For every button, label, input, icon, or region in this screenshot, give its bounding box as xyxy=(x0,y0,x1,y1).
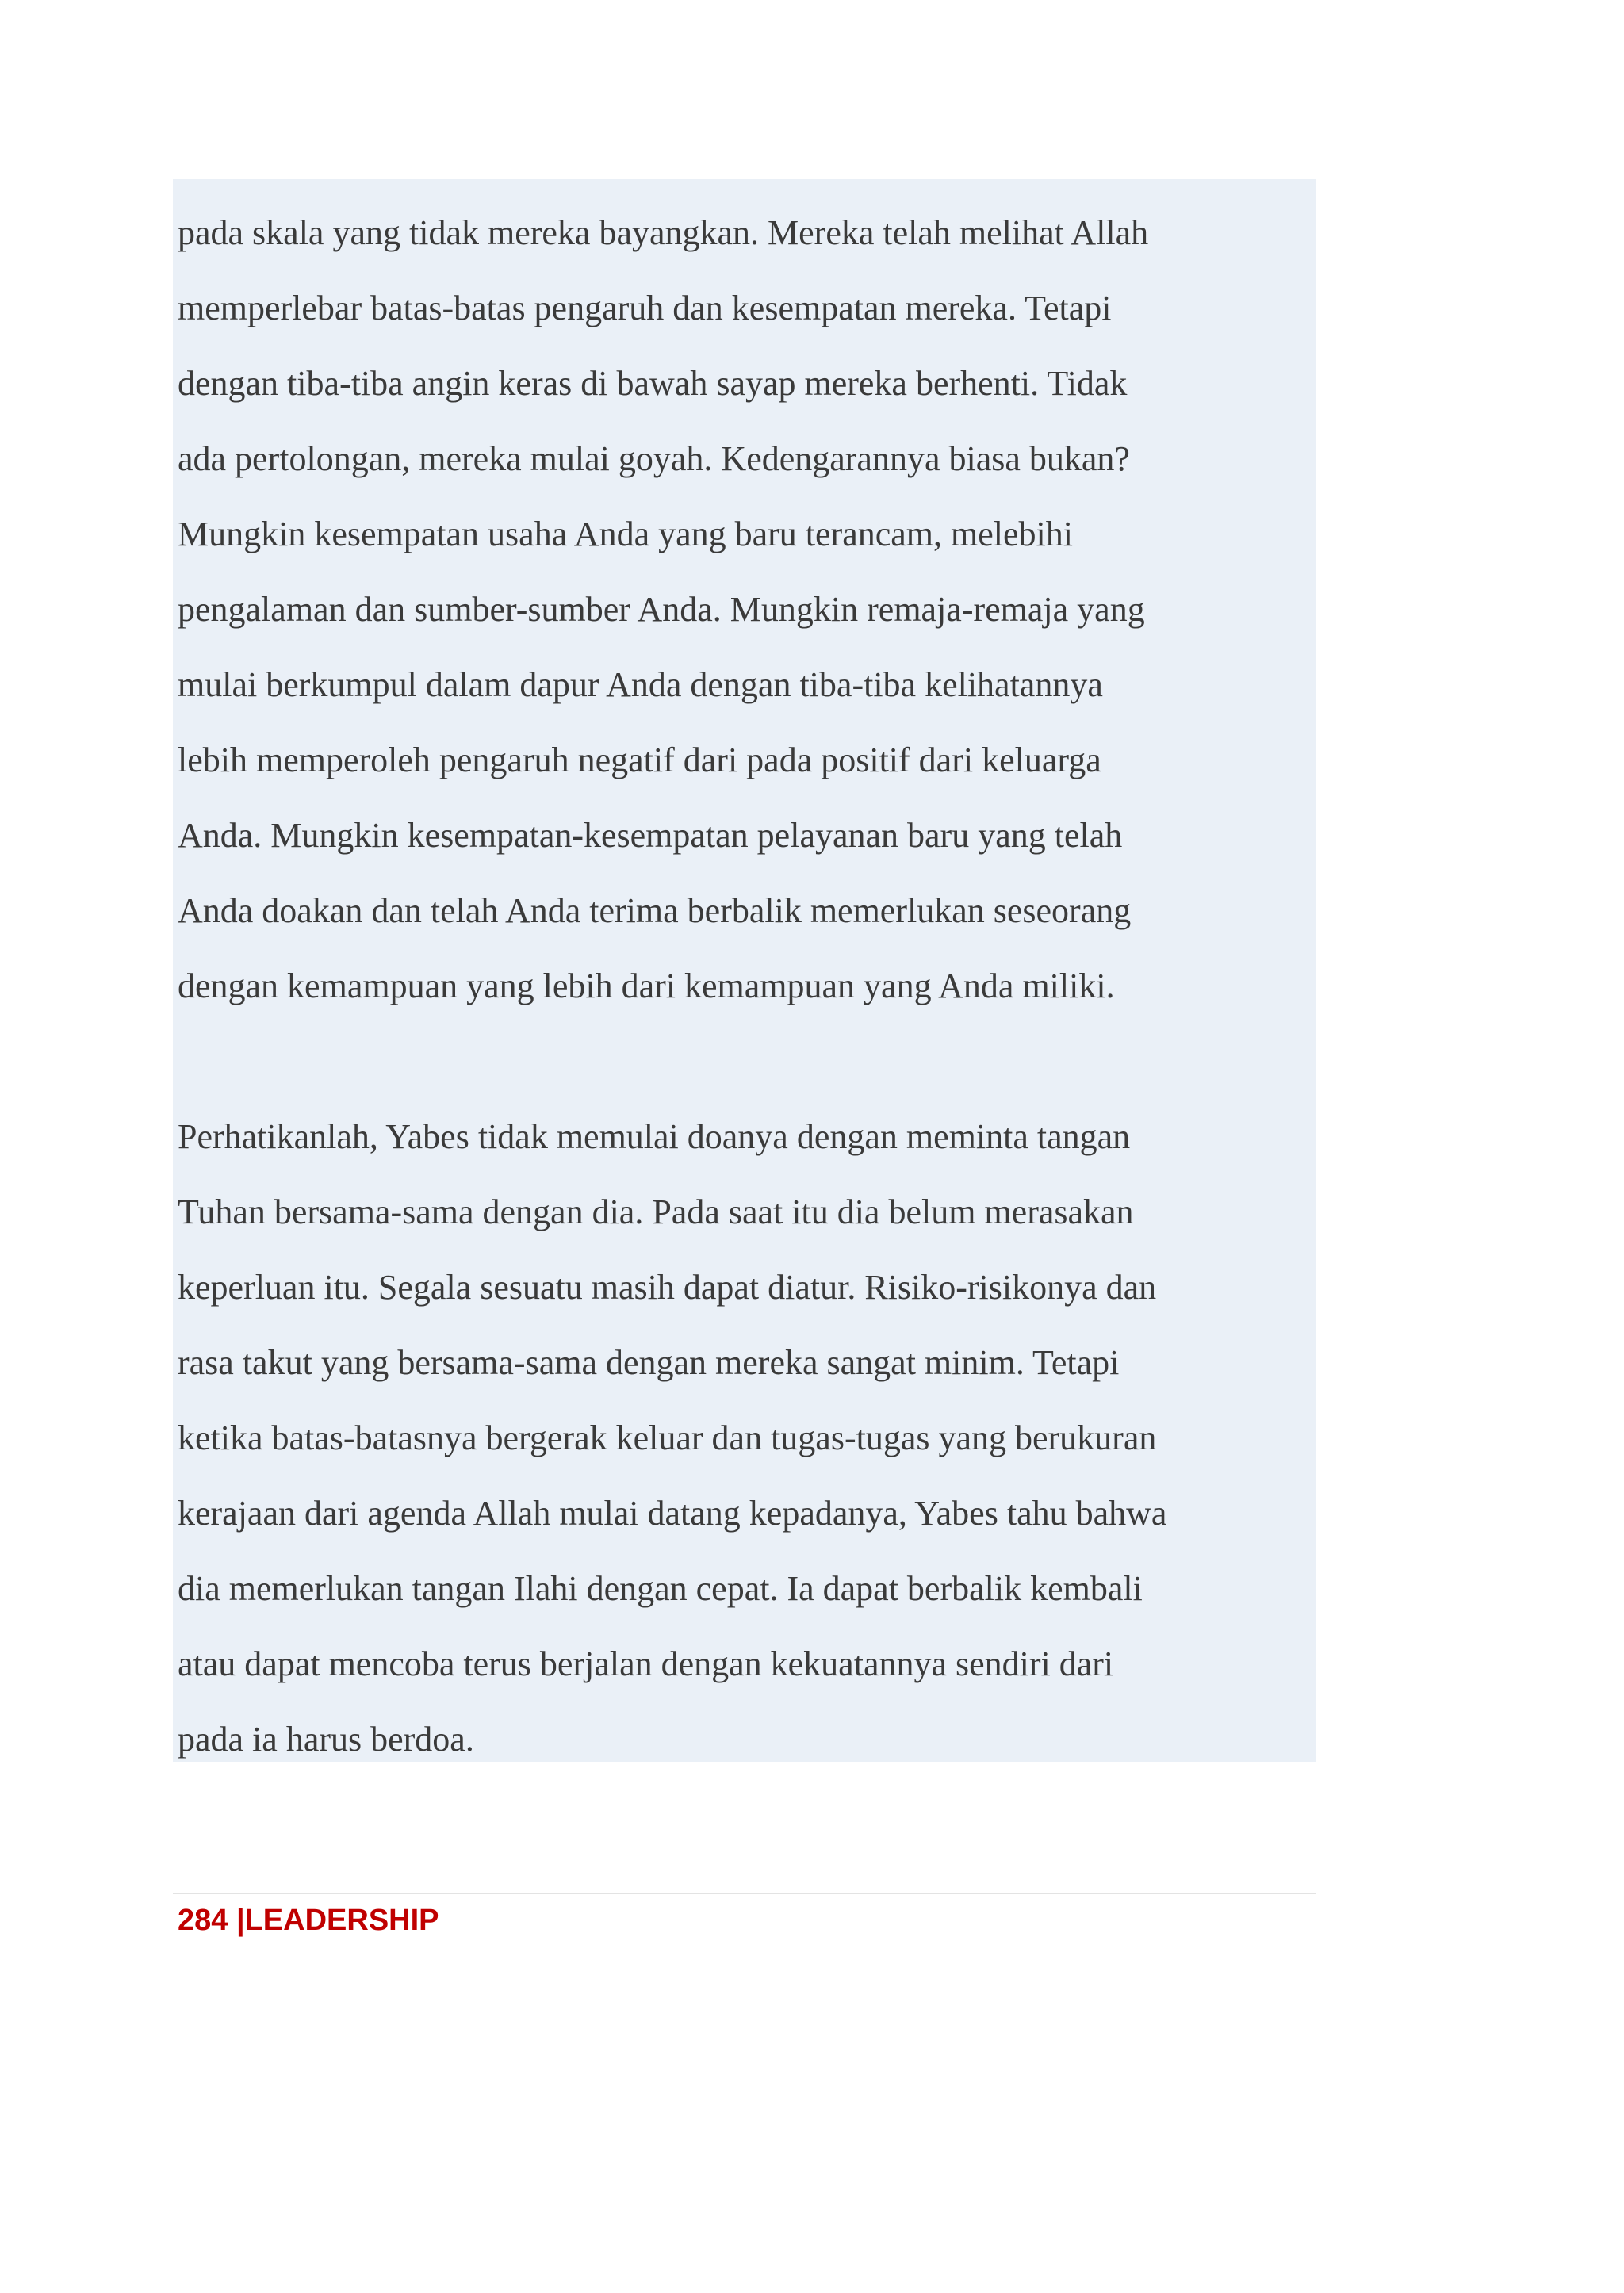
text-line: pada skala yang tidak mereka bayangkan. Mereka telah melihat Allah xyxy=(178,213,1149,252)
text-line: mulai berkumpul dalam dapur Anda dengan tiba-tiba kelihatannya xyxy=(178,665,1103,704)
page-footer: 284 |LEADERSHIP xyxy=(178,1904,439,1937)
text-line: dengan kemampuan yang lebih dari kemampuan yang Anda miliki. xyxy=(178,967,1115,1005)
text-line: Anda. Mungkin kesempatan-kesempatan pelayanan baru yang telah xyxy=(178,816,1123,855)
text-line: memperlebar batas-batas pengaruh dan kesempatan mereka. Tetapi xyxy=(178,289,1112,327)
text-line: dengan tiba-tiba angin keras di bawah sayap mereka berhenti. Tidak xyxy=(178,364,1128,403)
text-line: atau dapat mencoba terus berjalan dengan kekuatannya sendiri dari xyxy=(178,1644,1114,1683)
text-line: lebih memperoleh pengaruh negatif dari pada positif dari keluarga xyxy=(178,741,1101,779)
highlighted-text-block xyxy=(173,179,1316,1762)
text-line: keperluan itu. Segala sesuatu masih dapat diatur. Risiko-risikonya dan xyxy=(178,1268,1157,1307)
text-line: kerajaan dari agenda Allah mulai datang kepadanya, Yabes tahu bahwa xyxy=(178,1494,1167,1533)
text-line: Mungkin kesempatan usaha Anda yang baru terancam, melebihi xyxy=(178,515,1073,553)
text-line: ketika batas-batasnya bergerak keluar dan tugas-tugas yang berukuran xyxy=(178,1418,1157,1457)
text-line: ada pertolongan, mereka mulai goyah. Kedengarannya biasa bukan? xyxy=(178,439,1130,478)
text-line: pengalaman dan sumber-sumber Anda. Mungkin remaja-remaja yang xyxy=(178,590,1145,629)
text-line: Tuhan bersama-sama dengan dia. Pada saat itu dia belum merasakan xyxy=(178,1192,1134,1231)
text-line: pada ia harus berdoa. xyxy=(178,1720,474,1759)
text-line: rasa takut yang bersama-sama dengan mereka sangat minim. Tetapi xyxy=(178,1343,1120,1382)
text-line: dia memerlukan tangan Ilahi dengan cepat. Ia dapat berbalik kembali xyxy=(178,1569,1143,1608)
footer-divider xyxy=(173,1893,1316,1894)
text-line: Anda doakan dan telah Anda terima berbalik memerlukan seseorang xyxy=(178,891,1132,930)
text-line: Perhatikanlah, Yabes tidak memulai doanya dengan meminta tangan xyxy=(178,1117,1131,1156)
